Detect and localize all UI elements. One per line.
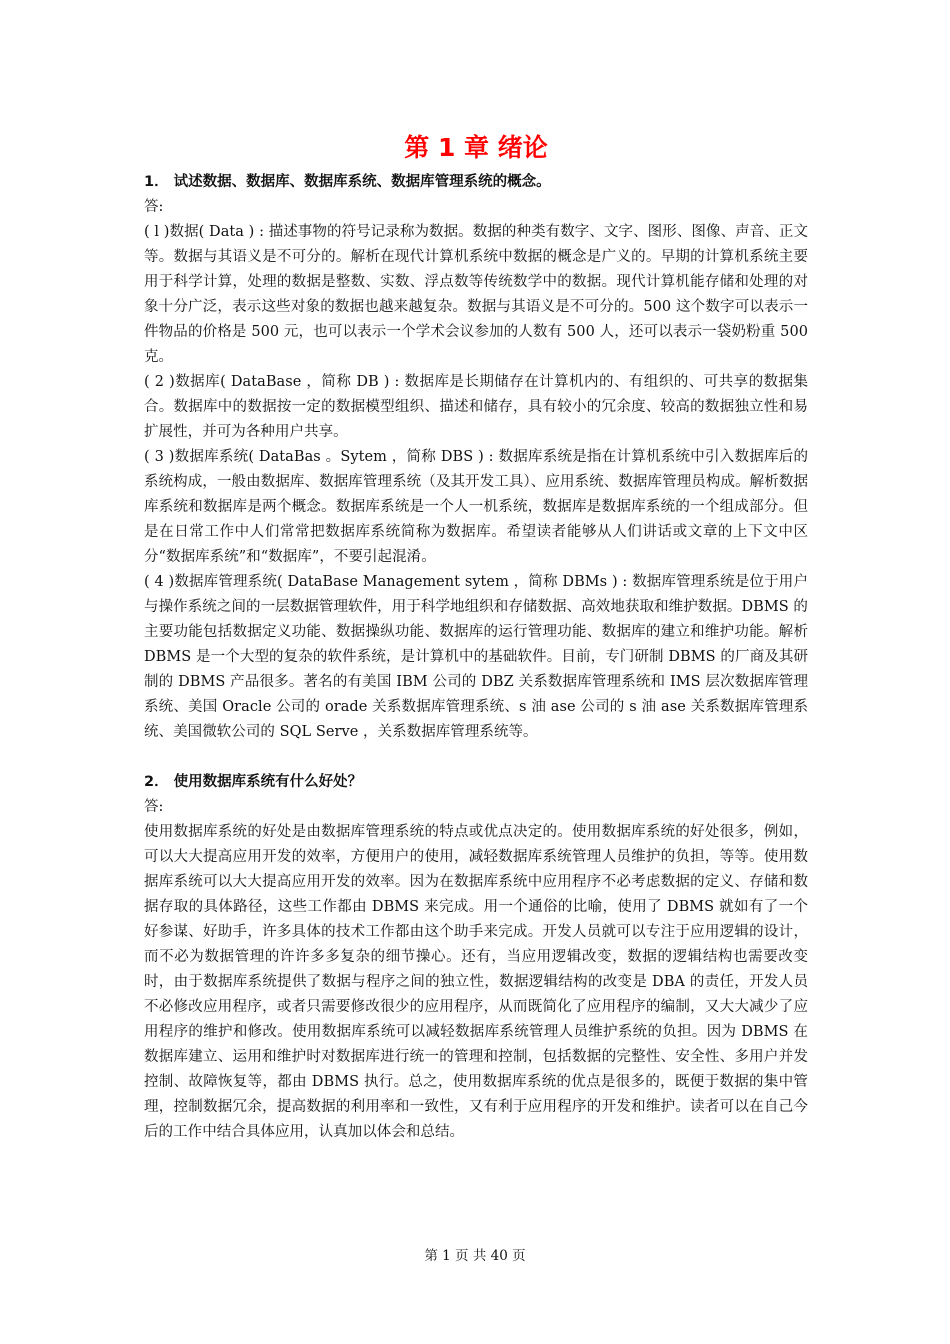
section-spacer bbox=[144, 745, 808, 770]
page-footer: 第 1 页 共 40 页 bbox=[424, 1248, 526, 1264]
section-q2 bbox=[144, 770, 808, 1145]
answer-1-paragraph-database: ( 2 )数据库( DataBase ，简称 DB ) : 数据库是长期储存在计算机内的、有组织的、可共享的数据集合。数据库中的数据按一定的数据模型组织、描述和储存，具有较小的冗余度、较高的数据独立性和易扩展性，并可为各种用户共享。 bbox=[144, 374, 808, 440]
question-2: 2． 使用数据库系统有什么好处？ bbox=[144, 774, 363, 790]
answer-1-paragraph-data: ( l )数据( Data ) : 描述事物的符号记录称为数据。数据的种类有数字、文字、图形、图像、声音、正文等。数据与其语义是不可分的。解析在现代计算机系统中数据的概念是广义的。早期的计算机系统主要用于科学计算，处理的数据是整数、实数、浮点数等传统数学中的数据。现代计算机能存储和处理的对象十分广泛，表示这些对象的数据也越来越复杂。数据与其语义是不可分的。500 这个数字可以表示一件物品的价格是 500 元，也可以表示一个学术会议参加的人数有 500 人，还可以表示一袋奶粉重 500 克。 bbox=[144, 224, 808, 365]
question-1: 1． 试述数据、数据库、数据库系统、数据库管理系统的概念。 bbox=[144, 174, 551, 190]
chapter-title: 第 1 章 绪论 bbox=[404, 133, 548, 162]
answer-2-paragraph: 使用数据库系统的好处是由数据库管理系统的特点或优点决定的。使用数据库系统的好处很多，例如，可以大大提高应用开发的效率，方便用户的使用，减轻数据库系统管理人员维护的负担，等等。使用数据库系统可以大大提高应用开发的效率。因为在数据库系统中应用程序不必考虑数据的定义、存储和数据存取的具体路径，这些工作都由 DBMS 来完成。用一个通俗的比喻，使用了 DBMS 就如有了一个好参谋、好助手，许多具体的技术工作都由这个助手来完成。开发人员就可以专注于应用逻辑的设计，而不必为数据管理的许许多多复杂的细节操心。还有，当应用逻辑改变，数据的逻辑结构也需要改变时，由于数据库系统提供了数据与程序之间的独立性，数据逻辑结构的改变是 DBA 的责任，开发人员不必修改应用程序，或者只需要修改很少的应用程序，从而既简化了应用程序的编制，又大大减少了应用程序的维护和修改。使用数据库系统可以减轻数据库系统管理人员维护系统的负担。因为 DBMS 在数据库建立、运用和维护时对数据库进行统一的管理和控制，包括数据的完整性、安全性、多用户并发控制、故障恢复等，都由 DBMS 执行。总之，使用数据库系统的优点是很多的，既便于数据的集中管理，控制数据冗余，提高数据的利用率和一致性，又有利于应用程序的开发和维护。读者可以在自己今后的工作中结合具体应用，认真加以体会和总结。 bbox=[144, 824, 808, 1140]
page-content bbox=[144, 128, 808, 1145]
section-q1 bbox=[144, 170, 808, 745]
answer-label-2: 答: bbox=[144, 799, 164, 815]
answer-label-1: 答: bbox=[144, 199, 164, 215]
answer-1-paragraph-dbs: ( 3 )数据库系统( DataBas 。Sytem ，简称 DBS ) : 数据库系统是指在计算机系统中引入数据库后的系统构成，一般由数据库、数据库管理系统（及其开发工具）、应用系统、数据库管理员构成。解析数据库系统和数据库是两个概念。数据库系统是一个人一机系统，数据库是数据库系统的一个组成部分。但是在日常工作中人们常常把数据库系统简称为数据库。希望读者能够从人们讲话或文章的上下文中区分“数据库系统”和“数据库”，不要引起混淆。 bbox=[144, 449, 808, 565]
answer-1-paragraph-dbms: ( 4 )数据库管理系统( DataBase Management sytem ，简称 DBMs ) : 数据库管理系统是位于用户与操作系统之间的一层数据管理软件，用于科学地组织和存储数据、高效地获取和维护数据。DBMS 的主要功能包括数据定义功能、数据操纵功能、数据库的运行管理功能、数据库的建立和维护功能。解析 DBMS 是一个大型的复杂的软件系统，是计算机中的基础软件。目前，专门研制 DBMS 的厂商及其研制的 DBMS 产品很多。著名的有美国 IBM 公司的 DBZ 关系数据库管理系统和 IMS 层次数据库管理系统、美国 Oracle 公司的 orade 关系数据库管理系统、s 油 ase 公司的 s 油 ase 关系数据库管理系统、美国微软公司的 SQL Serve ，关系数据库管理系统等。 bbox=[144, 574, 808, 740]
